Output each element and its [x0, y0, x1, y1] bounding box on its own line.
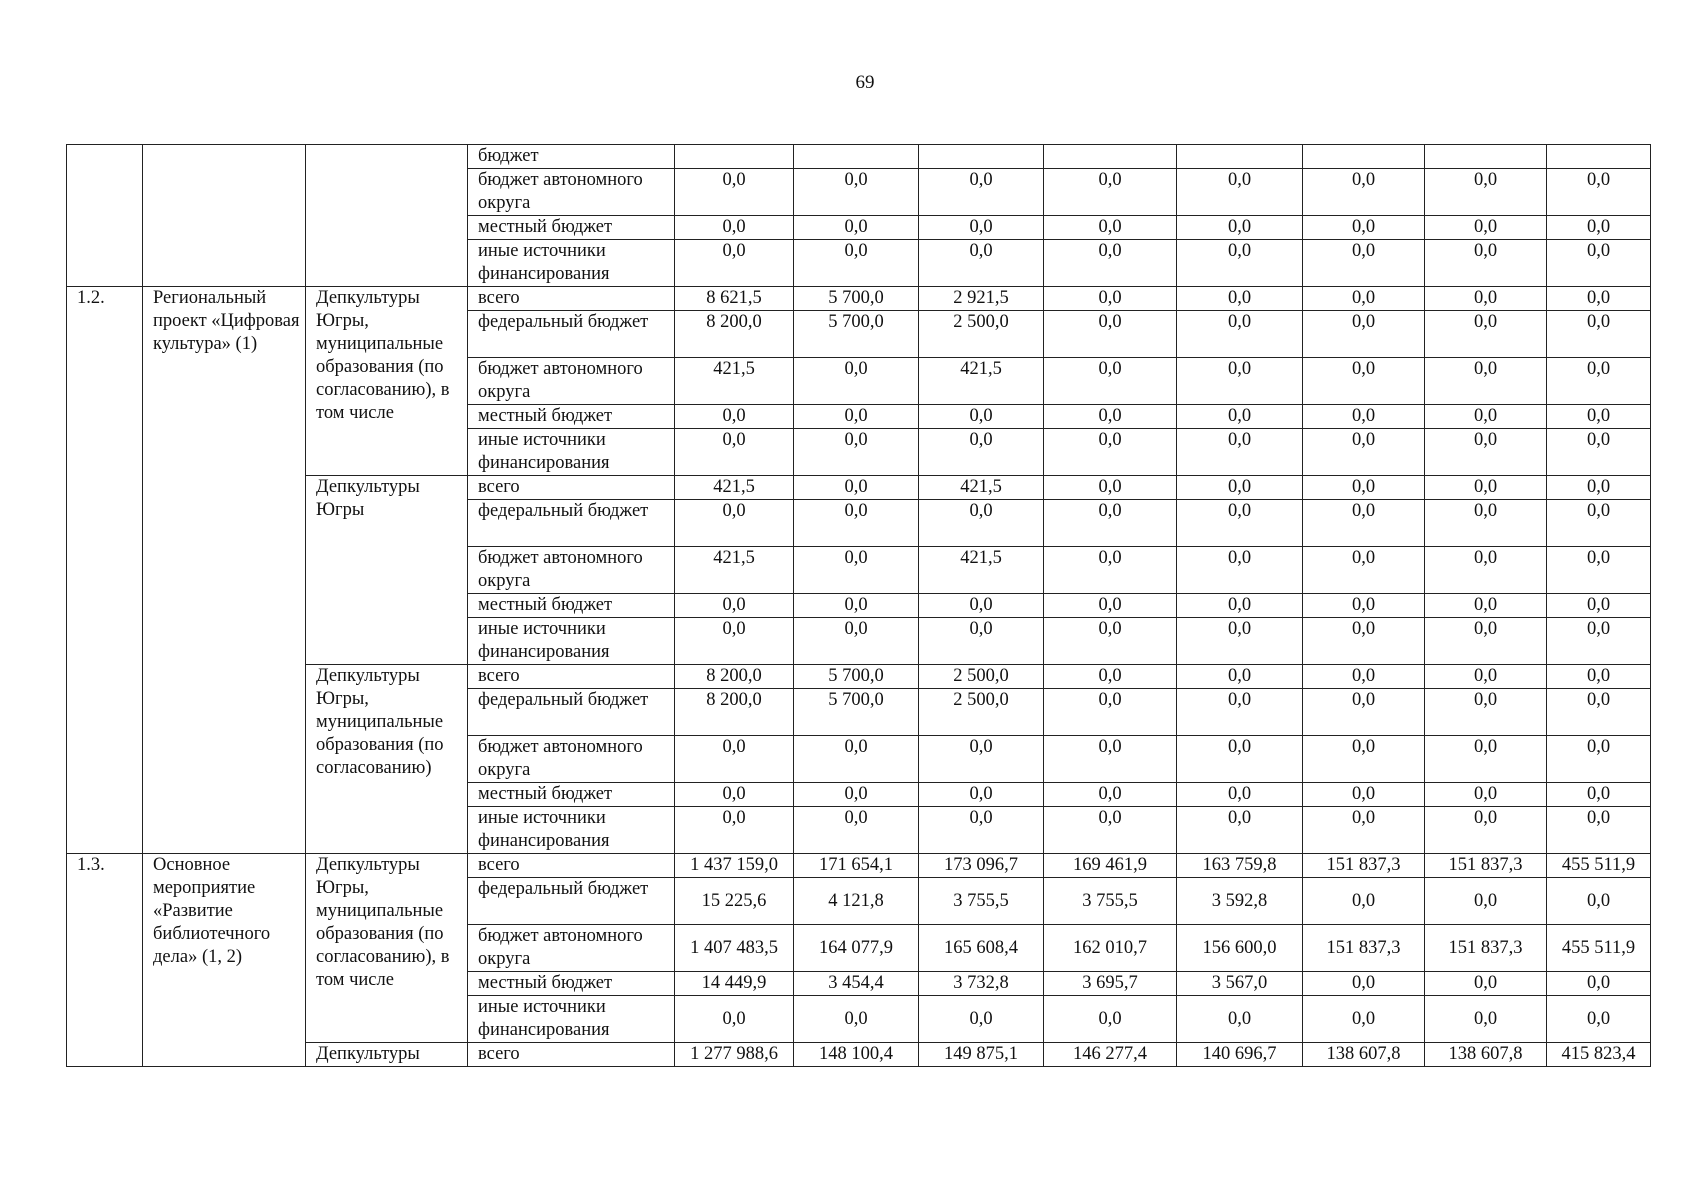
- value-cell: 0,0: [1547, 594, 1651, 618]
- value-cell: 3 695,7: [1044, 972, 1177, 996]
- value-cell: 0,0: [1547, 240, 1651, 287]
- executor-name: Депкультуры Югры, муниципальные образования (по согласованию), в том числе: [306, 287, 468, 476]
- value-cell: 8 200,0: [675, 689, 794, 736]
- value-cell: 0,0: [1425, 476, 1547, 500]
- value-cell: 0,0: [1177, 736, 1303, 783]
- value-cell: 3 454,4: [794, 972, 919, 996]
- value-cell: 5 700,0: [794, 311, 919, 358]
- value-cell: 0,0: [1425, 547, 1547, 594]
- value-cell: 0,0: [1303, 311, 1425, 358]
- value-cell: 0,0: [794, 594, 919, 618]
- value-cell: 0,0: [1425, 216, 1547, 240]
- value-cell: [1425, 145, 1547, 169]
- funding-source: местный бюджет: [468, 783, 675, 807]
- value-cell: 0,0: [1547, 216, 1651, 240]
- table-row: [67, 145, 1651, 169]
- value-cell: 0,0: [1177, 429, 1303, 476]
- funding-source: федеральный бюджет: [468, 500, 675, 547]
- value-cell: 151 837,3: [1303, 854, 1425, 878]
- value-cell: 0,0: [1547, 547, 1651, 594]
- value-cell: 0,0: [1044, 429, 1177, 476]
- value-cell: 0,0: [1177, 618, 1303, 665]
- value-cell: 0,0: [919, 807, 1044, 854]
- funding-source: местный бюджет: [468, 216, 675, 240]
- executor-name: Депкультуры: [306, 1043, 468, 1067]
- value-cell: [1177, 145, 1303, 169]
- value-cell: 0,0: [794, 996, 919, 1043]
- value-cell: 0,0: [1044, 665, 1177, 689]
- value-cell: 146 277,4: [1044, 1043, 1177, 1067]
- value-cell: 0,0: [1303, 240, 1425, 287]
- value-cell: 0,0: [1425, 358, 1547, 405]
- group-number: 1.2.: [67, 287, 143, 854]
- value-cell: 0,0: [675, 169, 794, 216]
- value-cell: 0,0: [675, 594, 794, 618]
- value-cell: 4 121,8: [794, 878, 919, 925]
- value-cell: [1547, 145, 1651, 169]
- value-cell: 8 200,0: [675, 311, 794, 358]
- value-cell: 0,0: [1547, 500, 1651, 547]
- value-cell: 421,5: [675, 358, 794, 405]
- value-cell: 0,0: [1044, 807, 1177, 854]
- value-cell: 0,0: [919, 169, 1044, 216]
- value-cell: 163 759,8: [1177, 854, 1303, 878]
- value-cell: 421,5: [919, 358, 1044, 405]
- funding-source: бюджет: [468, 145, 675, 169]
- value-cell: 0,0: [1177, 476, 1303, 500]
- value-cell: 0,0: [675, 405, 794, 429]
- funding-source: бюджет автономного округа: [468, 547, 675, 594]
- executor-name: Депкультуры Югры, муниципальные образования (по согласованию), в том числе: [306, 854, 468, 1043]
- value-cell: 2 500,0: [919, 689, 1044, 736]
- value-cell: 0,0: [675, 429, 794, 476]
- value-cell: 0,0: [1547, 169, 1651, 216]
- table-row: [67, 854, 1651, 878]
- value-cell: 0,0: [919, 618, 1044, 665]
- funding-source: федеральный бюджет: [468, 878, 675, 925]
- value-cell: 0,0: [675, 996, 794, 1043]
- value-cell: 0,0: [675, 500, 794, 547]
- value-cell: [1044, 145, 1177, 169]
- value-cell: 0,0: [675, 736, 794, 783]
- value-cell: 0,0: [1177, 689, 1303, 736]
- funding-source: всего: [468, 1043, 675, 1067]
- value-cell: 0,0: [1177, 996, 1303, 1043]
- funding-source: всего: [468, 665, 675, 689]
- funding-source: иные источники финансирования: [468, 807, 675, 854]
- value-cell: 2 921,5: [919, 287, 1044, 311]
- value-cell: 0,0: [1177, 547, 1303, 594]
- value-cell: 0,0: [1425, 405, 1547, 429]
- value-cell: 138 607,8: [1303, 1043, 1425, 1067]
- value-cell: 171 654,1: [794, 854, 919, 878]
- executor-name: Депкультуры Югры, муниципальные образования (по согласованию): [306, 665, 468, 854]
- value-cell: 3 592,8: [1177, 878, 1303, 925]
- value-cell: 0,0: [1303, 736, 1425, 783]
- value-cell: 0,0: [1547, 972, 1651, 996]
- value-cell: 0,0: [1303, 287, 1425, 311]
- value-cell: 0,0: [1425, 169, 1547, 216]
- value-cell: 148 100,4: [794, 1043, 919, 1067]
- table-row: [67, 287, 1651, 311]
- value-cell: 0,0: [1044, 783, 1177, 807]
- value-cell: 0,0: [1044, 240, 1177, 287]
- value-cell: 0,0: [1177, 807, 1303, 854]
- value-cell: 0,0: [794, 783, 919, 807]
- executor-cell: [306, 145, 468, 287]
- value-cell: 0,0: [1547, 618, 1651, 665]
- value-cell: 0,0: [794, 547, 919, 594]
- funding-source: иные источники финансирования: [468, 618, 675, 665]
- value-cell: 1 277 988,6: [675, 1043, 794, 1067]
- group-name: Региональный проект «Цифровая культура» (1): [143, 287, 306, 854]
- value-cell: 162 010,7: [1044, 925, 1177, 972]
- value-cell: 15 225,6: [675, 878, 794, 925]
- value-cell: 0,0: [675, 783, 794, 807]
- value-cell: 14 449,9: [675, 972, 794, 996]
- value-cell: 0,0: [794, 429, 919, 476]
- value-cell: 0,0: [1547, 476, 1651, 500]
- value-cell: 0,0: [919, 594, 1044, 618]
- funding-source: иные источники финансирования: [468, 996, 675, 1043]
- value-cell: 0,0: [919, 783, 1044, 807]
- value-cell: 0,0: [675, 618, 794, 665]
- value-cell: 0,0: [1303, 878, 1425, 925]
- value-cell: 0,0: [1044, 500, 1177, 547]
- value-cell: 0,0: [1177, 216, 1303, 240]
- value-cell: 0,0: [1044, 594, 1177, 618]
- value-cell: 0,0: [794, 405, 919, 429]
- value-cell: 0,0: [1303, 429, 1425, 476]
- value-cell: 0,0: [1547, 807, 1651, 854]
- value-cell: 0,0: [1425, 429, 1547, 476]
- value-cell: 0,0: [1547, 665, 1651, 689]
- funding-source: иные источники финансирования: [468, 240, 675, 287]
- value-cell: 138 607,8: [1425, 1043, 1547, 1067]
- value-cell: 0,0: [1177, 783, 1303, 807]
- funding-source: местный бюджет: [468, 972, 675, 996]
- value-cell: 3 755,5: [919, 878, 1044, 925]
- funding-source: федеральный бюджет: [468, 311, 675, 358]
- value-cell: 0,0: [919, 736, 1044, 783]
- value-cell: 140 696,7: [1177, 1043, 1303, 1067]
- value-cell: 0,0: [1303, 996, 1425, 1043]
- group-name: Основное мероприятие «Развитие библиотечного дела» (1, 2): [143, 854, 306, 1067]
- value-cell: 0,0: [1303, 476, 1425, 500]
- value-cell: 0,0: [1177, 665, 1303, 689]
- value-cell: 164 077,9: [794, 925, 919, 972]
- funding-source: бюджет автономного округа: [468, 358, 675, 405]
- value-cell: 0,0: [1547, 783, 1651, 807]
- value-cell: [794, 145, 919, 169]
- value-cell: 0,0: [1177, 405, 1303, 429]
- value-cell: 0,0: [1303, 618, 1425, 665]
- value-cell: 0,0: [1303, 216, 1425, 240]
- value-cell: 165 608,4: [919, 925, 1044, 972]
- value-cell: 0,0: [1547, 287, 1651, 311]
- value-cell: 0,0: [794, 476, 919, 500]
- value-cell: 0,0: [794, 807, 919, 854]
- value-cell: 421,5: [675, 547, 794, 594]
- value-cell: 0,0: [1044, 405, 1177, 429]
- value-cell: 0,0: [794, 240, 919, 287]
- value-cell: 0,0: [1425, 689, 1547, 736]
- value-cell: 0,0: [1303, 783, 1425, 807]
- value-cell: 0,0: [1425, 878, 1547, 925]
- value-cell: 0,0: [1425, 972, 1547, 996]
- value-cell: 151 837,3: [1425, 854, 1547, 878]
- value-cell: 0,0: [1177, 287, 1303, 311]
- value-cell: 0,0: [919, 216, 1044, 240]
- value-cell: 0,0: [919, 240, 1044, 287]
- value-cell: 0,0: [794, 216, 919, 240]
- value-cell: 0,0: [1547, 311, 1651, 358]
- value-cell: 0,0: [1547, 689, 1651, 736]
- funding-source: всего: [468, 854, 675, 878]
- value-cell: 0,0: [794, 358, 919, 405]
- value-cell: 0,0: [794, 500, 919, 547]
- value-cell: [1303, 145, 1425, 169]
- value-cell: 0,0: [1425, 736, 1547, 783]
- value-cell: 0,0: [675, 216, 794, 240]
- value-cell: 0,0: [1547, 405, 1651, 429]
- value-cell: 0,0: [794, 618, 919, 665]
- value-cell: 0,0: [1547, 878, 1651, 925]
- value-cell: 0,0: [1425, 665, 1547, 689]
- value-cell: 0,0: [675, 240, 794, 287]
- value-cell: 0,0: [1303, 405, 1425, 429]
- value-cell: 5 700,0: [794, 689, 919, 736]
- value-cell: 151 837,3: [1303, 925, 1425, 972]
- value-cell: 0,0: [675, 807, 794, 854]
- project-name-cell: [143, 145, 306, 287]
- value-cell: 0,0: [1044, 216, 1177, 240]
- value-cell: 0,0: [794, 736, 919, 783]
- executor-name: Депкультуры Югры: [306, 476, 468, 665]
- value-cell: 0,0: [1044, 358, 1177, 405]
- funding-source: бюджет автономного округа: [468, 736, 675, 783]
- value-cell: 169 461,9: [1044, 854, 1177, 878]
- value-cell: 0,0: [919, 500, 1044, 547]
- value-cell: 0,0: [1425, 287, 1547, 311]
- value-cell: 455 511,9: [1547, 854, 1651, 878]
- value-cell: 0,0: [1425, 618, 1547, 665]
- value-cell: 0,0: [919, 429, 1044, 476]
- value-cell: 415 823,4: [1547, 1043, 1651, 1067]
- value-cell: 0,0: [1044, 311, 1177, 358]
- value-cell: 156 600,0: [1177, 925, 1303, 972]
- value-cell: 0,0: [1044, 618, 1177, 665]
- funding-source: бюджет автономного округа: [468, 925, 675, 972]
- value-cell: 0,0: [1425, 594, 1547, 618]
- value-cell: 0,0: [1177, 311, 1303, 358]
- group-number: 1.3.: [67, 854, 143, 1067]
- value-cell: 2 500,0: [919, 665, 1044, 689]
- value-cell: 173 096,7: [919, 854, 1044, 878]
- value-cell: 0,0: [1044, 996, 1177, 1043]
- value-cell: [675, 145, 794, 169]
- value-cell: 0,0: [1425, 807, 1547, 854]
- value-cell: 8 621,5: [675, 287, 794, 311]
- value-cell: 3 567,0: [1177, 972, 1303, 996]
- value-cell: 0,0: [1425, 500, 1547, 547]
- value-cell: 0,0: [1044, 476, 1177, 500]
- funding-source: всего: [468, 287, 675, 311]
- value-cell: 0,0: [1044, 736, 1177, 783]
- value-cell: 0,0: [1303, 972, 1425, 996]
- value-cell: 151 837,3: [1425, 925, 1547, 972]
- funding-source: бюджет автономного округа: [468, 169, 675, 216]
- value-cell: 0,0: [1177, 500, 1303, 547]
- value-cell: 0,0: [1547, 736, 1651, 783]
- funding-source: всего: [468, 476, 675, 500]
- value-cell: 0,0: [1303, 665, 1425, 689]
- value-cell: 0,0: [1177, 169, 1303, 216]
- value-cell: 1 407 483,5: [675, 925, 794, 972]
- page-number: 69: [855, 72, 875, 93]
- value-cell: 0,0: [919, 996, 1044, 1043]
- number-cell: [67, 145, 143, 287]
- value-cell: 1 437 159,0: [675, 854, 794, 878]
- budget-table: [66, 144, 1651, 1067]
- value-cell: 0,0: [1303, 169, 1425, 216]
- value-cell: 8 200,0: [675, 665, 794, 689]
- value-cell: 421,5: [919, 547, 1044, 594]
- funding-source: иные источники финансирования: [468, 429, 675, 476]
- value-cell: 0,0: [1044, 169, 1177, 216]
- funding-source: местный бюджет: [468, 405, 675, 429]
- value-cell: 0,0: [1303, 807, 1425, 854]
- value-cell: 0,0: [1044, 689, 1177, 736]
- value-cell: 0,0: [1177, 594, 1303, 618]
- value-cell: [919, 145, 1044, 169]
- value-cell: 2 500,0: [919, 311, 1044, 358]
- value-cell: 0,0: [1303, 358, 1425, 405]
- value-cell: 0,0: [1303, 594, 1425, 618]
- value-cell: 3 732,8: [919, 972, 1044, 996]
- value-cell: 0,0: [1425, 240, 1547, 287]
- value-cell: 0,0: [1425, 996, 1547, 1043]
- value-cell: 0,0: [1425, 311, 1547, 358]
- value-cell: 0,0: [1044, 287, 1177, 311]
- value-cell: 0,0: [1547, 429, 1651, 476]
- value-cell: 455 511,9: [1547, 925, 1651, 972]
- value-cell: 5 700,0: [794, 287, 919, 311]
- funding-source: федеральный бюджет: [468, 689, 675, 736]
- value-cell: 0,0: [1303, 500, 1425, 547]
- value-cell: 0,0: [1425, 783, 1547, 807]
- value-cell: 0,0: [794, 169, 919, 216]
- value-cell: 0,0: [1177, 240, 1303, 287]
- value-cell: 3 755,5: [1044, 878, 1177, 925]
- value-cell: 5 700,0: [794, 665, 919, 689]
- value-cell: 421,5: [675, 476, 794, 500]
- funding-source: местный бюджет: [468, 594, 675, 618]
- value-cell: 0,0: [1303, 547, 1425, 594]
- value-cell: 0,0: [1547, 996, 1651, 1043]
- value-cell: 0,0: [919, 405, 1044, 429]
- value-cell: 0,0: [1044, 547, 1177, 594]
- value-cell: 421,5: [919, 476, 1044, 500]
- value-cell: 0,0: [1547, 358, 1651, 405]
- value-cell: 0,0: [1303, 689, 1425, 736]
- value-cell: 0,0: [1177, 358, 1303, 405]
- value-cell: 149 875,1: [919, 1043, 1044, 1067]
